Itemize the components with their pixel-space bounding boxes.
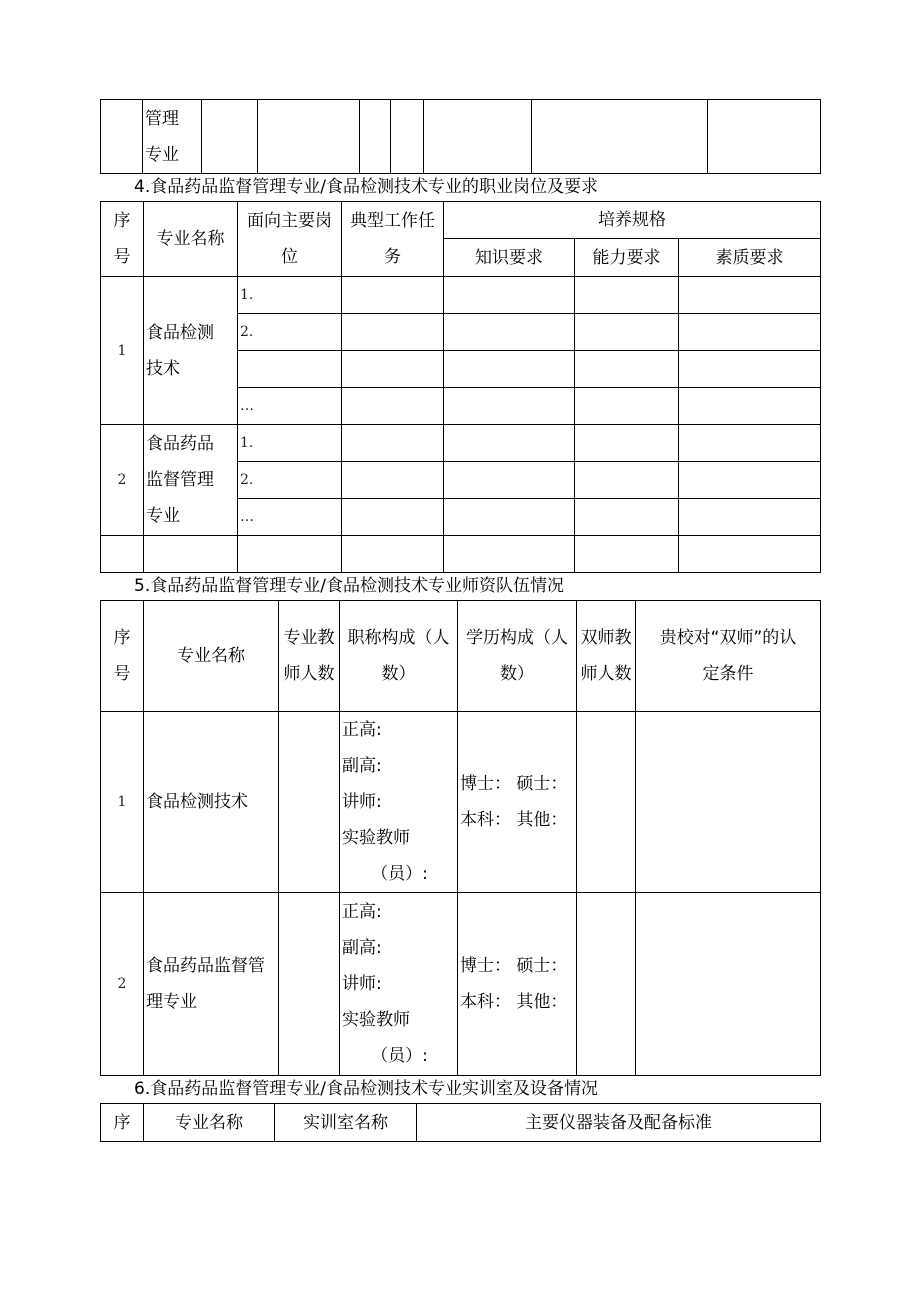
cell	[679, 462, 821, 499]
table3-cell	[258, 100, 360, 174]
cell	[679, 351, 821, 388]
cell	[577, 893, 636, 1076]
cell	[575, 536, 679, 573]
cell	[342, 462, 444, 499]
cell	[679, 425, 821, 462]
cell	[575, 277, 679, 314]
section6-table	[100, 1103, 821, 1142]
cell	[679, 536, 821, 573]
cell	[279, 893, 340, 1076]
table3-cell	[360, 100, 391, 174]
cell	[444, 314, 575, 351]
cell	[342, 351, 444, 388]
header-knowledge: 知识要求	[444, 239, 575, 277]
cell	[144, 536, 238, 573]
section4-table	[100, 201, 821, 573]
row1-seq: 1	[101, 712, 144, 893]
cell	[679, 388, 821, 425]
row2-item: …	[238, 499, 342, 536]
cell	[342, 314, 444, 351]
header-major: 专业名称	[144, 202, 238, 277]
row2-seq: 2	[101, 425, 144, 536]
cell	[444, 351, 575, 388]
header-criteria: 贵校对“双师”的认 定条件	[636, 601, 821, 712]
table3-cell	[708, 100, 821, 174]
header-ability: 能力要求	[575, 239, 679, 277]
cell	[444, 499, 575, 536]
table3-cell	[391, 100, 424, 174]
header-major: 专业名称	[144, 1104, 275, 1142]
header-spec: 培养规格	[444, 202, 821, 239]
cell	[679, 277, 821, 314]
cell	[575, 351, 679, 388]
cell	[342, 499, 444, 536]
header-seq: 序 号	[101, 202, 144, 277]
cell	[444, 462, 575, 499]
row1-item	[238, 351, 342, 388]
cell	[342, 388, 444, 425]
cell	[575, 314, 679, 351]
header-equipment: 主要仪器装备及配备标准	[417, 1104, 821, 1142]
header-quality: 素质要求	[679, 239, 821, 277]
header-degrees: 学历构成（人 数）	[458, 601, 577, 712]
row2-titles: 正高: 副高: 讲师: 实验教师 （员）:	[340, 893, 458, 1076]
cell	[444, 388, 575, 425]
table3-cell	[101, 100, 143, 174]
row2-item: 2.	[238, 462, 342, 499]
table3-cell	[202, 100, 258, 174]
header-lab: 实训室名称	[275, 1104, 417, 1142]
cell	[279, 712, 340, 893]
cell	[342, 425, 444, 462]
header-tasks: 典型工作任 务	[342, 202, 444, 277]
cell	[444, 277, 575, 314]
table3-major-cell: 管理 专业	[143, 100, 202, 174]
row1-item: 1.	[238, 277, 342, 314]
header-dual: 双师教 师人数	[577, 601, 636, 712]
row2-item: 1.	[238, 425, 342, 462]
header-major: 专业名称	[144, 601, 279, 712]
table3-tail	[100, 99, 821, 174]
header-titles: 职称构成（人 数）	[340, 601, 458, 712]
cell	[342, 277, 444, 314]
cell	[238, 536, 342, 573]
header-seq: 序 号	[101, 601, 144, 712]
row2-degrees: 博士： 硕士： 本科： 其他：	[458, 893, 577, 1076]
table3-cell	[424, 100, 532, 174]
cell	[575, 425, 679, 462]
cell	[636, 712, 821, 893]
section6-heading: 6.食品药品监督管理专业/食品检测技术专业实训室及设备情况	[134, 1079, 598, 1099]
section5-heading: 5.食品药品监督管理专业/食品检测技术专业师资队伍情况	[134, 576, 564, 596]
section4-heading: 4.食品药品监督管理专业/食品检测技术专业的职业岗位及要求	[134, 177, 598, 197]
cell	[577, 712, 636, 893]
cell	[636, 893, 821, 1076]
cell	[575, 462, 679, 499]
cell	[679, 314, 821, 351]
row1-item: 2.	[238, 314, 342, 351]
row2-seq: 2	[101, 893, 144, 1076]
cell	[444, 536, 575, 573]
section5-table	[100, 600, 821, 1076]
cell	[575, 499, 679, 536]
row1-major: 食品检测 技术	[144, 277, 238, 425]
cell	[101, 536, 144, 573]
cell	[342, 536, 444, 573]
row1-item: …	[238, 388, 342, 425]
cell	[679, 499, 821, 536]
row1-titles: 正高: 副高: 讲师: 实验教师 （员）:	[340, 712, 458, 893]
header-positions: 面向主要岗 位	[238, 202, 342, 277]
table3-cell	[532, 100, 708, 174]
row1-degrees: 博士： 硕士： 本科： 其他：	[458, 712, 577, 893]
header-teachers: 专业教 师人数	[279, 601, 340, 712]
row2-major: 食品药品监督管 理专业	[144, 893, 279, 1076]
cell	[444, 425, 575, 462]
row1-major: 食品检测技术	[144, 712, 279, 893]
header-seq: 序	[101, 1104, 144, 1142]
cell	[575, 388, 679, 425]
row2-major: 食品药品 监督管理 专业	[144, 425, 238, 536]
row1-seq: 1	[101, 277, 144, 425]
